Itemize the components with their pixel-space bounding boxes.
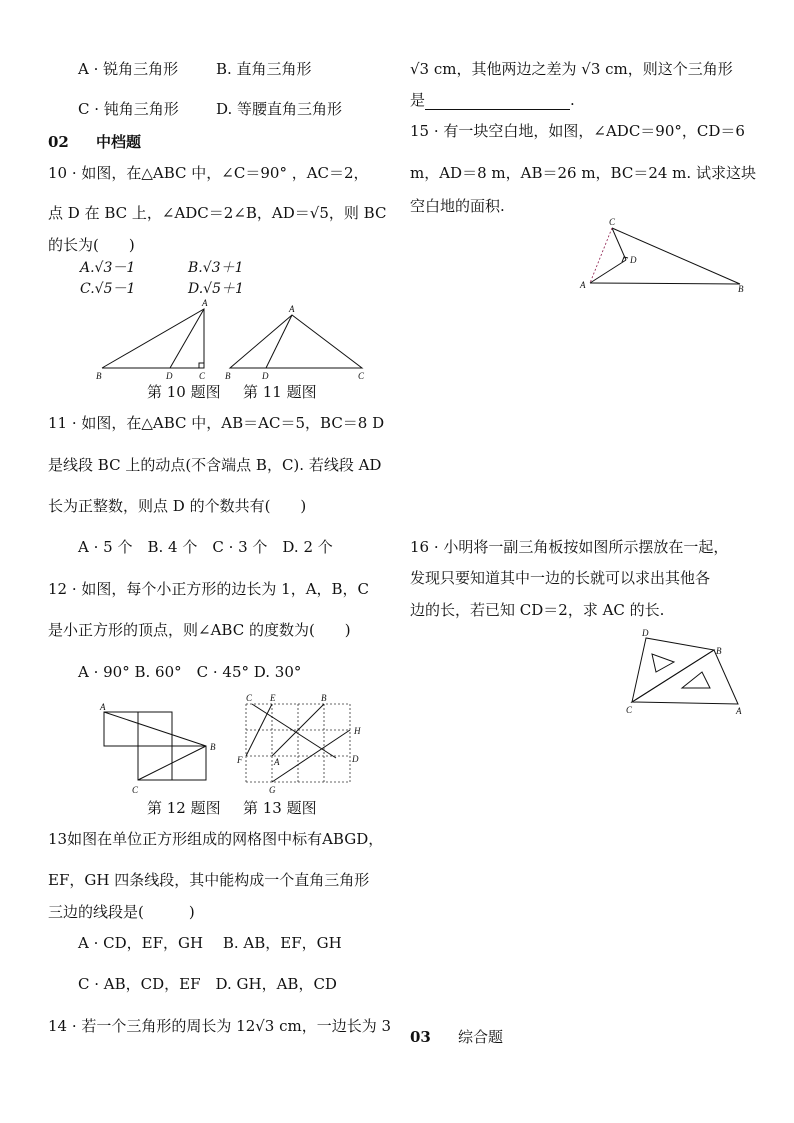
figure-15-quadrilateral [574, 216, 754, 294]
fig12-label-a: A [100, 702, 106, 712]
fig10-label-b: B [96, 371, 102, 381]
fig11-triangle-abc [230, 315, 362, 368]
fig11-segment-ad [266, 315, 292, 368]
fig10-triangle-abc [102, 309, 204, 368]
fig12-label-b: B [210, 742, 216, 752]
q14-line-3-period: . [570, 91, 575, 109]
fig10-right-angle-mark [199, 363, 204, 368]
q11-line-2: 是线段 BC 上的动点(不含端点 B，C). 若线段 AD [48, 456, 382, 474]
fig16-label-c: C [626, 705, 633, 715]
fig12-segment-ab [104, 712, 206, 746]
q16-line-3: 边的长，若已知 CD＝2，求 AC 的长. [410, 601, 665, 619]
fig10-label-c: C [199, 371, 206, 381]
q9-option-d: D. 等腰直角三角形 [216, 100, 343, 118]
fig15-diagonal-ac [590, 228, 612, 283]
figure-10-triangle [90, 298, 220, 384]
fig10-label-d: D [166, 371, 173, 381]
fig16-label-b: B [716, 646, 722, 656]
q9-option-a: A · 锐角三角形 [78, 60, 179, 78]
q10-option-a: A.√3－1 [80, 260, 136, 276]
q12-line-1: 12 · 如图，每个小正方形的边长为 1，A，B，C [48, 580, 370, 598]
fig13-segment-ef [246, 704, 272, 756]
q15-line-2: m，AD＝8 m，AB＝26 m，BC＝24 m. 试求这块 [410, 164, 756, 182]
figure-16-set-squares [622, 628, 752, 718]
figure-12-caption: 第 12 题图 [147, 799, 221, 817]
q12-line-2: 是小正方形的顶点，则∠ABC 的度数为( ) [48, 621, 351, 639]
q11-line-3: 长为正整数，则点 D 的个数共有( ) [48, 497, 307, 515]
fig16-triangle-cab [632, 650, 738, 704]
fig13-label-f: F [237, 755, 243, 765]
q13-options-ab: A · CD，EF，GH B. AB，EF，GH [78, 934, 342, 952]
fig10-segment-ad [170, 309, 204, 368]
fig13-segment-cd [252, 704, 336, 758]
q14-line-1: 14 · 若一个三角形的周长为 12√3 cm，一边长为 3 [48, 1017, 392, 1035]
section-03-title: 综合题 [458, 1028, 504, 1046]
fig11-label-a: A [289, 304, 295, 314]
q14-line-3-text: 是 [410, 91, 426, 109]
section-02-number: 02 [48, 133, 69, 151]
fig16-inner-hole-1 [652, 654, 674, 672]
fig15-label-d: D [630, 255, 637, 265]
figure-13-caption: 第 13 题图 [243, 799, 317, 817]
fig15-label-a: A [580, 280, 586, 290]
q15-line-1: 15 · 有一块空白地，如图，∠ADC＝90°，CD＝6 [410, 122, 745, 140]
fig16-label-d: D [642, 628, 649, 638]
fig13-label-a: A [274, 757, 280, 767]
q10-option-b: B.√3＋1 [188, 260, 244, 276]
q13-options-cd: C · AB，CD，EF D. GH，AB，CD [78, 975, 337, 993]
figure-11-triangle [222, 298, 372, 384]
figure-13-grid [232, 692, 372, 798]
fig13-label-g: G [269, 785, 276, 795]
q14-line-2: √3 cm，其他两边之差为 √3 cm，则这个三角形 [410, 60, 733, 78]
fig13-label-b: B [321, 693, 327, 703]
q11-line-1: 11 · 如图，在△ABC 中，AB＝AC＝5，BC＝8 D [48, 414, 385, 432]
q12-options: A · 90° B. 60° C · 45° D. 30° [78, 663, 302, 681]
fig15-label-b: B [738, 284, 744, 294]
q13-line-3: 三边的线段是( ) [48, 903, 195, 921]
section-03-number: 03 [410, 1028, 431, 1046]
fig15-label-c: C [609, 217, 616, 227]
fig16-inner-hole-2 [682, 672, 710, 688]
fig16-label-a: A [736, 706, 742, 716]
fig11-label-c: C [358, 371, 365, 381]
fig15-segment-da [590, 260, 626, 283]
figure-11-caption: 第 11 题图 [243, 383, 317, 401]
q10-option-c: C.√5－1 [80, 281, 136, 297]
fig11-label-d: D [262, 371, 269, 381]
q9-option-c: C · 钝角三角形 [78, 100, 179, 118]
figure-10-caption: 第 10 题图 [147, 383, 221, 401]
fig12-label-c: C [132, 785, 139, 795]
q10-option-d: D.√5＋1 [188, 281, 244, 297]
fig11-label-b: B [225, 371, 231, 381]
section-02-title: 中档题 [96, 133, 142, 151]
q10-line-3: 的长为( ) [48, 236, 135, 254]
q13-line-2: EF，GH 四条线段，其中能构成一个直角三角形 [48, 871, 370, 889]
q13-line-1: 13如图在单位正方形组成的网格图中标有ABGD， [48, 830, 384, 848]
fig15-right-angle-mark [622, 257, 628, 262]
fig13-label-h: H [354, 726, 361, 736]
fig12-grid-squares [104, 712, 206, 780]
fig13-dashed-grid [246, 704, 350, 782]
fig13-label-e: E [270, 693, 276, 703]
q9-option-b: B. 直角三角形 [216, 60, 312, 78]
q14-line-3 [410, 90, 575, 110]
q11-options: A · 5 个 B. 4 个 C · 3 个 D. 2 个 [78, 538, 333, 556]
q10-line-1: 10 · 如图，在△ABC 中，∠C＝90° ，AC＝2， [48, 164, 369, 182]
fig13-label-c: C [246, 693, 253, 703]
q15-line-3: 空白地的面积. [410, 197, 505, 215]
q10-line-2: 点 D 在 BC 上，∠ADC＝2∠B，AD＝√5，则 BC [48, 204, 387, 222]
figure-12-grid [96, 700, 228, 796]
fig15-segment-ab [590, 283, 740, 284]
q16-line-1: 16 · 小明将一副三角板按如图所示摆放在一起， [410, 538, 729, 556]
q14-answer-blank[interactable] [425, 95, 570, 110]
fig13-label-d: D [352, 754, 359, 764]
fig10-label-a: A [202, 298, 208, 308]
fig16-triangle-dcb [632, 638, 714, 702]
q16-line-2: 发现只要知道其中一边的长就可以求出其他各 [410, 569, 711, 587]
